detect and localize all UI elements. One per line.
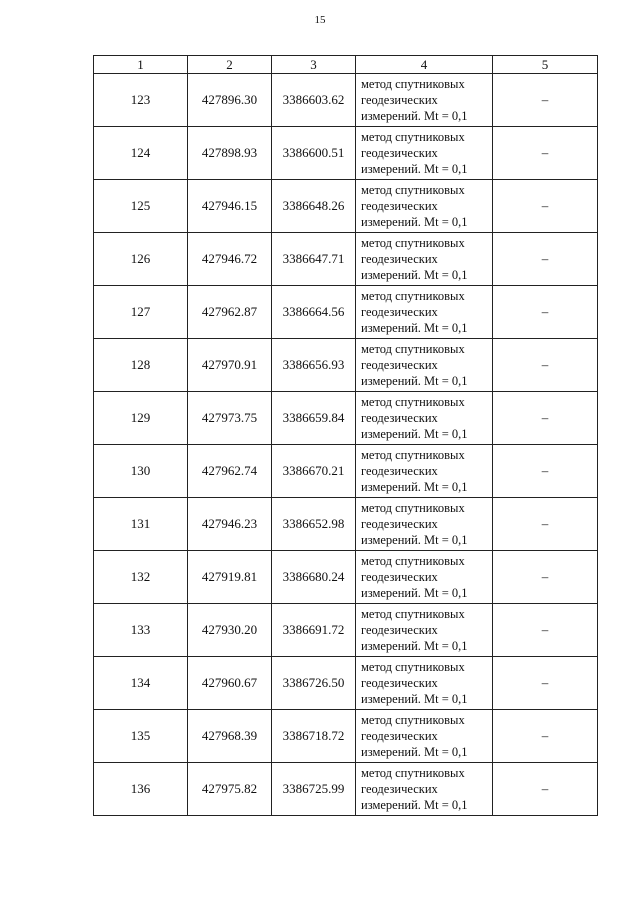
method-line: измерений. Mt = 0,1 [361,321,468,335]
y-coordinate-cell: 3386680.24 [272,551,356,604]
y-coordinate-cell: 3386664.56 [272,286,356,339]
y-coordinate-cell: 3386718.72 [272,710,356,763]
y-coordinate-cell: 3386603.62 [272,74,356,127]
point-number-cell: 136 [94,763,188,816]
method-line: метод спутниковых [361,766,465,780]
table-row [94,233,598,286]
y-coordinate-cell: 3386691.72 [272,604,356,657]
note-cell: – [493,180,598,233]
method-line: измерений. Mt = 0,1 [361,427,468,441]
method-cell [356,657,493,710]
point-number-cell: 125 [94,180,188,233]
method-cell [356,180,493,233]
method-line: измерений. Mt = 0,1 [361,586,468,600]
method-line: измерений. Mt = 0,1 [361,639,468,653]
table-header [94,56,598,74]
note-cell: – [493,286,598,339]
note-cell: – [493,392,598,445]
x-coordinate-cell: 427946.15 [188,180,272,233]
note-cell: – [493,233,598,286]
method-cell [356,710,493,763]
method-line: метод спутниковых [361,395,465,409]
method-line: метод спутниковых [361,607,465,621]
note-cell: – [493,498,598,551]
table-row [94,763,598,816]
method-cell [356,763,493,816]
y-coordinate-cell: 3386647.71 [272,233,356,286]
point-number-cell: 124 [94,127,188,180]
method-line: метод спутниковых [361,554,465,568]
table-row [94,445,598,498]
header-col-5: 5 [493,56,598,74]
method-line: метод спутниковых [361,448,465,462]
method-line: геодезических [361,729,438,743]
method-line: метод спутниковых [361,236,465,250]
x-coordinate-cell: 427960.67 [188,657,272,710]
method-cell [356,339,493,392]
note-cell: – [493,339,598,392]
x-coordinate-cell: 427975.82 [188,763,272,816]
y-coordinate-cell: 3386652.98 [272,498,356,551]
method-line: геодезических [361,252,438,266]
method-line: измерений. Mt = 0,1 [361,374,468,388]
y-coordinate-cell: 3386659.84 [272,392,356,445]
point-number-cell: 134 [94,657,188,710]
x-coordinate-cell: 427930.20 [188,604,272,657]
point-number-cell: 135 [94,710,188,763]
method-line: измерений. Mt = 0,1 [361,745,468,759]
y-coordinate-cell: 3386725.99 [272,763,356,816]
x-coordinate-cell: 427970.91 [188,339,272,392]
method-line: геодезических [361,305,438,319]
y-coordinate-cell: 3386656.93 [272,339,356,392]
x-coordinate-cell: 427973.75 [188,392,272,445]
point-number-cell: 127 [94,286,188,339]
point-number-cell: 123 [94,74,188,127]
header-col-1: 1 [94,56,188,74]
method-line: метод спутниковых [361,183,465,197]
point-number-cell: 126 [94,233,188,286]
method-line: метод спутниковых [361,289,465,303]
method-cell [356,74,493,127]
method-cell [356,551,493,604]
point-number-cell: 129 [94,392,188,445]
point-number-cell: 128 [94,339,188,392]
point-number-cell: 132 [94,551,188,604]
method-line: геодезических [361,93,438,107]
method-cell [356,233,493,286]
method-line: метод спутниковых [361,713,465,727]
method-line: геодезических [361,782,438,796]
method-line: геодезических [361,676,438,690]
method-line: геодезических [361,199,438,213]
method-line: метод спутниковых [361,77,465,91]
table-row [94,74,598,127]
page-number: 15 [314,14,326,26]
method-line: метод спутниковых [361,130,465,144]
x-coordinate-cell: 427962.74 [188,445,272,498]
table-row [94,392,598,445]
x-coordinate-cell: 427896.30 [188,74,272,127]
method-line: измерений. Mt = 0,1 [361,162,468,176]
coordinates-table [93,55,598,816]
table-row [94,710,598,763]
method-line: измерений. Mt = 0,1 [361,692,468,706]
table-row [94,286,598,339]
method-cell [356,604,493,657]
method-line: измерений. Mt = 0,1 [361,268,468,282]
method-line: геодезических [361,358,438,372]
method-cell [356,286,493,339]
method-line: геодезических [361,570,438,584]
y-coordinate-cell: 3386670.21 [272,445,356,498]
note-cell: – [493,127,598,180]
note-cell: – [493,763,598,816]
method-cell [356,498,493,551]
method-line: геодезических [361,411,438,425]
header-col-2: 2 [188,56,272,74]
note-cell: – [493,657,598,710]
note-cell: – [493,710,598,763]
method-line: геодезических [361,517,438,531]
method-line: измерений. Mt = 0,1 [361,215,468,229]
x-coordinate-cell: 427919.81 [188,551,272,604]
method-line: геодезических [361,623,438,637]
table-row [94,339,598,392]
method-line: измерений. Mt = 0,1 [361,798,468,812]
header-col-4: 4 [356,56,493,74]
table-row [94,498,598,551]
y-coordinate-cell: 3386648.26 [272,180,356,233]
x-coordinate-cell: 427962.87 [188,286,272,339]
method-line: измерений. Mt = 0,1 [361,480,468,494]
table-row [94,180,598,233]
method-cell [356,392,493,445]
method-line: геодезических [361,146,438,160]
method-line: метод спутниковых [361,660,465,674]
note-cell: – [493,551,598,604]
x-coordinate-cell: 427946.72 [188,233,272,286]
note-cell: – [493,74,598,127]
note-cell: – [493,604,598,657]
method-line: метод спутниковых [361,342,465,356]
header-row [94,56,598,74]
method-line: измерений. Mt = 0,1 [361,109,468,123]
table-row [94,551,598,604]
header-col-3: 3 [272,56,356,74]
method-cell [356,445,493,498]
table-body [94,74,598,816]
table-row [94,127,598,180]
x-coordinate-cell: 427946.23 [188,498,272,551]
y-coordinate-cell: 3386600.51 [272,127,356,180]
point-number-cell: 131 [94,498,188,551]
point-number-cell: 130 [94,445,188,498]
note-cell: – [493,445,598,498]
y-coordinate-cell: 3386726.50 [272,657,356,710]
table-row [94,604,598,657]
method-line: геодезических [361,464,438,478]
point-number-cell: 133 [94,604,188,657]
x-coordinate-cell: 427968.39 [188,710,272,763]
x-coordinate-cell: 427898.93 [188,127,272,180]
method-cell [356,127,493,180]
method-line: метод спутниковых [361,501,465,515]
table-row [94,657,598,710]
method-line: измерений. Mt = 0,1 [361,533,468,547]
